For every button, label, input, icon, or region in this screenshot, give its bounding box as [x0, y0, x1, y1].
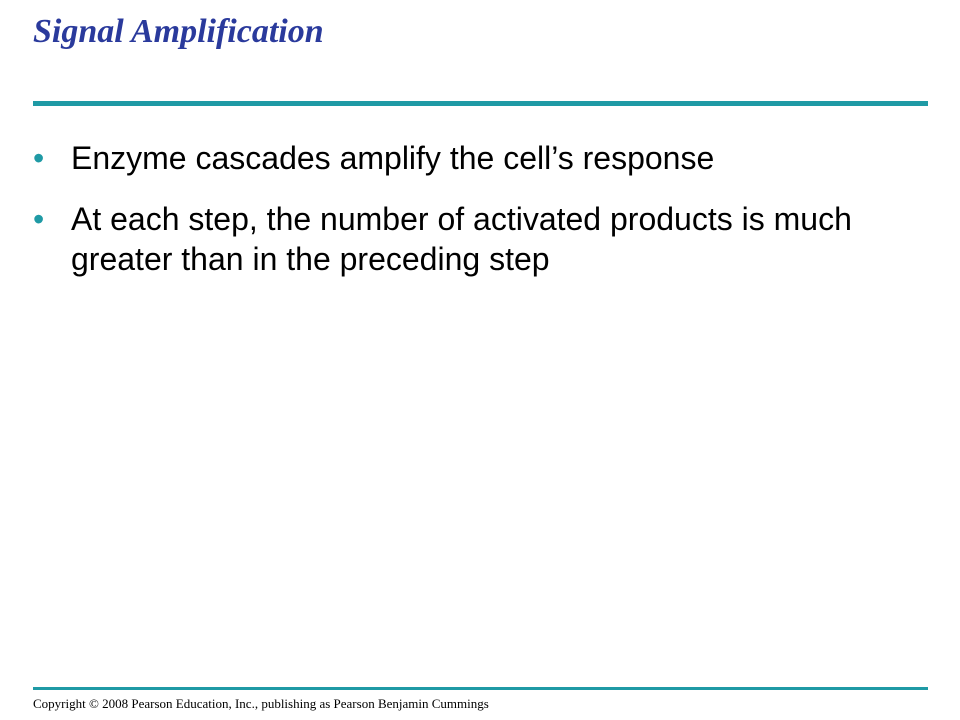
bullet-text: Enzyme cascades amplify the cell’s response — [71, 140, 715, 176]
title-divider — [33, 101, 928, 106]
bullet-marker: • — [33, 140, 45, 176]
slide-title: Signal Amplification — [33, 13, 324, 50]
bullet-text: At each step, the number of activated products is much greater than in the preceding step — [71, 201, 852, 277]
copyright-footer: Copyright © 2008 Pearson Education, Inc., publishing as Pearson Benjamin Cummings — [33, 696, 489, 711]
bullet-list — [33, 138, 913, 300]
bullet-item — [33, 199, 913, 279]
bullet-marker: • — [33, 201, 45, 237]
bullet-item — [33, 138, 913, 178]
footer-divider — [33, 687, 928, 690]
